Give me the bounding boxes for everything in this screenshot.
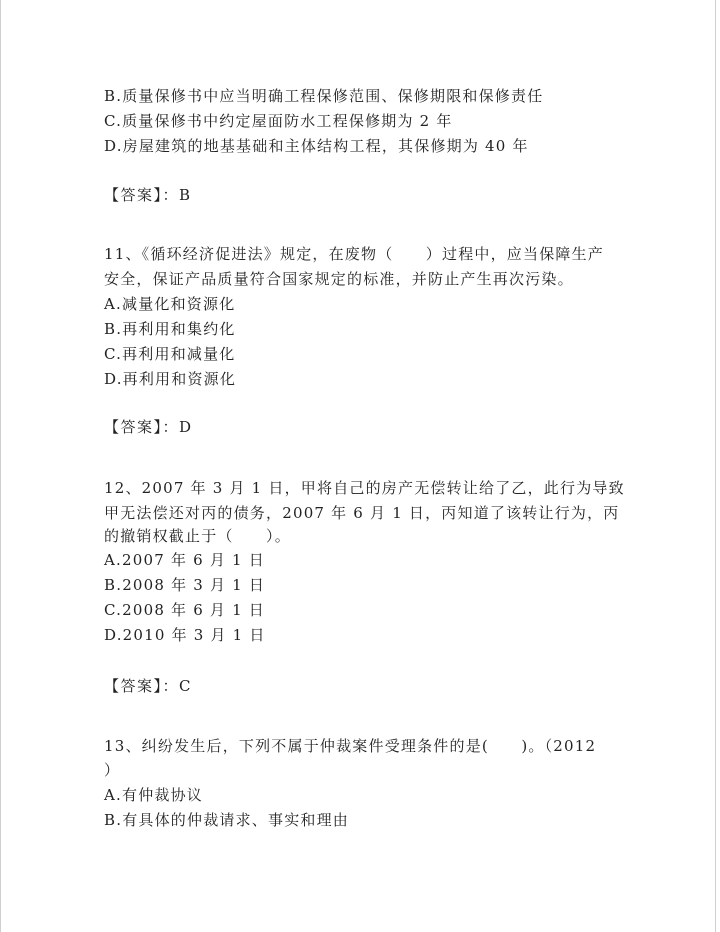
question-11-line-1: 11、《循环经济促进法》规定，在废物（ ）过程中，应当保障生产: [104, 245, 604, 263]
answer-q12: 【答案】：C: [104, 677, 192, 695]
question-12-line-2: 甲无法偿还对丙的债务，2007 年 6 月 1 日，丙知道了该转让行为，丙: [104, 504, 620, 522]
option-c-q11: C.再利用和减量化: [104, 345, 236, 363]
option-b-q12: B.2008 年 3 月 1 日: [104, 576, 266, 594]
question-12-line-1: 12、2007 年 3 月 1 日，甲将自己的房产无偿转让给了乙，此行为导致: [104, 479, 625, 497]
option-c-q10: C.质量保修书中约定屋面防水工程保修期为 2 年: [104, 112, 453, 130]
option-d-q11: D.再利用和资源化: [104, 370, 237, 388]
question-12-line-3: 的撤销权截止于（ ）。: [104, 527, 291, 545]
option-b-q10: B.质量保修书中应当明确工程保修范围、保修期限和保修责任: [104, 87, 544, 105]
question-13-line-1: 13、纠纷发生后，下列不属于仲裁案件受理条件的是( )。（2012: [104, 737, 597, 755]
option-a-q13: A.有仲裁协议: [104, 786, 204, 804]
option-b-q13: B.有具体的仲裁请求、事实和理由: [104, 811, 349, 829]
question-13-line-2: ）: [104, 761, 121, 779]
question-11-line-2: 安全，保证产品质量符合国家规定的标准，并防止产生再次污染。: [104, 270, 574, 288]
option-a-q12: A.2007 年 6 月 1 日: [104, 551, 265, 569]
answer-q11: 【答案】：D: [104, 418, 193, 436]
answer-q10: 【答案】：B: [104, 186, 192, 204]
option-c-q12: C.2008 年 6 月 1 日: [104, 601, 266, 619]
option-b-q11: B.再利用和集约化: [104, 320, 236, 338]
option-d-q10: D.房屋建筑的地基基础和主体结构工程，其保修期为 40 年: [104, 137, 529, 155]
option-a-q11: A.减量化和资源化: [104, 295, 236, 313]
option-d-q12: D.2010 年 3 月 1 日: [104, 626, 266, 644]
